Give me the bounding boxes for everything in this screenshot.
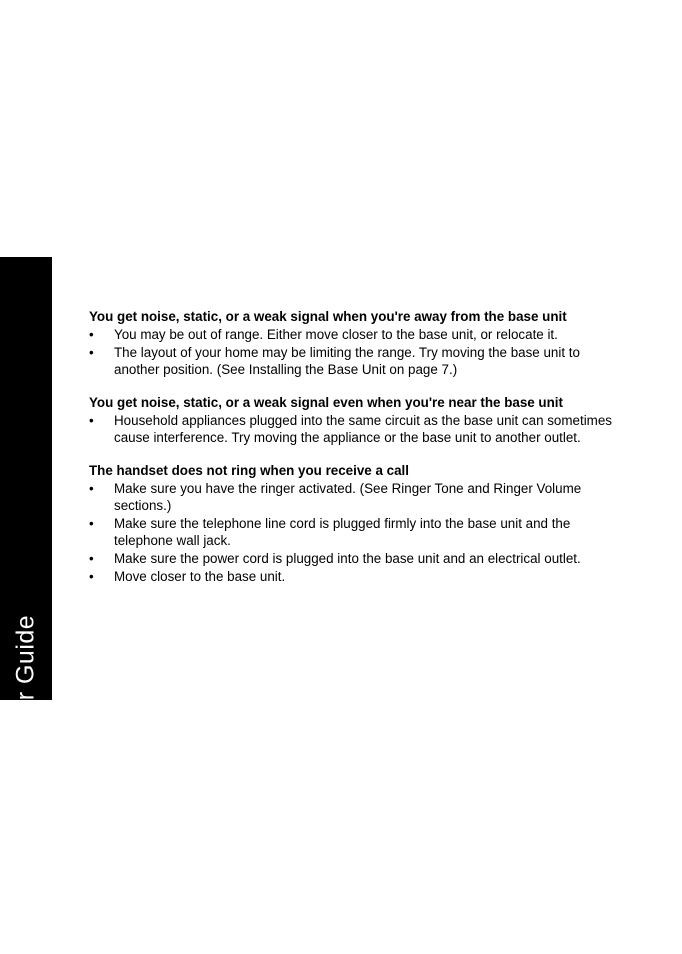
list-item bbox=[89, 480, 629, 514]
bullet-icon: • bbox=[89, 413, 94, 428]
list-item-text: Make sure you have the ringer activated. (See Ringer Tone and Ringer Volume sections.) bbox=[114, 481, 582, 513]
list-item bbox=[89, 550, 629, 567]
section-away-from-base bbox=[89, 308, 629, 378]
list-item bbox=[89, 326, 629, 343]
bullet-icon: • bbox=[89, 327, 94, 342]
bullet-icon: • bbox=[89, 481, 94, 496]
list-item bbox=[89, 515, 629, 549]
bullet-icon: • bbox=[89, 569, 94, 584]
list-item-text: Make sure the telephone line cord is plugged firmly into the base unit and the telephone wall jack. bbox=[114, 516, 571, 548]
list-item-text: Household appliances plugged into the same circuit as the base unit can sometimes cause interference. Try moving the appliance or the base unit to another outlet. bbox=[114, 413, 612, 445]
side-tab bbox=[0, 257, 52, 913]
bullet-list bbox=[89, 326, 629, 378]
list-item-text: The layout of your home may be limiting the range. Try moving the base unit to another position. (See Installing the Base Unit on page 7.) bbox=[114, 345, 580, 377]
bullet-list bbox=[89, 480, 629, 585]
guide-title: MD7151 User Guide bbox=[11, 614, 40, 852]
list-item bbox=[89, 412, 629, 446]
bullet-icon: • bbox=[89, 345, 94, 360]
page-number: 36 bbox=[18, 898, 34, 913]
section-heading: The handset does not ring when you receive a call bbox=[89, 463, 409, 478]
list-item bbox=[89, 568, 629, 585]
section-heading: You get noise, static, or a weak signal even when you're near the base unit bbox=[89, 395, 563, 410]
list-item-text: Move closer to the base unit. bbox=[114, 569, 286, 584]
bullet-icon: • bbox=[89, 516, 94, 531]
bullet-icon: • bbox=[89, 551, 94, 566]
section-heading: You get noise, static, or a weak signal when you're away from the base unit bbox=[89, 309, 567, 324]
list-item bbox=[89, 344, 629, 378]
list-item-text: Make sure the power cord is plugged into the base unit and an electrical outlet. bbox=[114, 551, 581, 566]
bullet-list bbox=[89, 412, 629, 446]
list-item-text: You may be out of range. Either move closer to the base unit, or relocate it. bbox=[114, 327, 558, 342]
section-near-base bbox=[89, 394, 629, 446]
troubleshooting-content bbox=[89, 308, 629, 601]
section-no-ring bbox=[89, 462, 629, 585]
